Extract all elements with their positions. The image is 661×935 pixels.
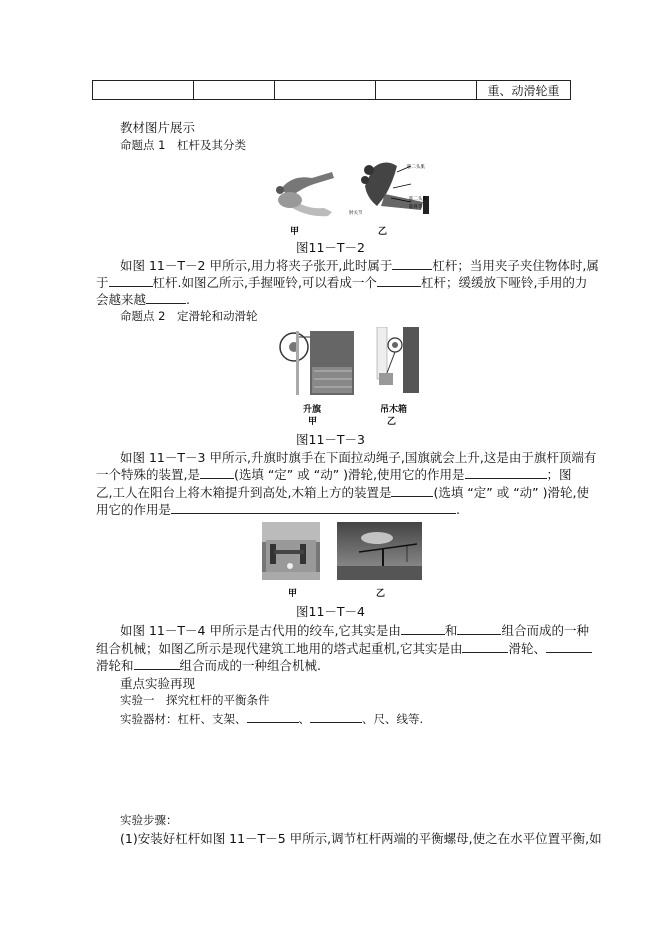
text: 如图 11－T－2 甲所示,用力将夹子张开,此时属于 xyxy=(120,258,393,273)
text: 和 xyxy=(444,623,458,638)
answer-blank[interactable] xyxy=(401,622,445,635)
text: ；图 xyxy=(546,467,572,482)
paragraph-line xyxy=(96,656,321,674)
text: 会越来越 xyxy=(96,292,147,307)
text: 杠杆；缓缓放下哑铃,手用的力 xyxy=(420,275,588,290)
equipment-line xyxy=(120,710,423,727)
paragraph-line xyxy=(120,256,599,274)
text: 如图 11－T－4 甲所示是古代用的绞车,它其实是由 xyxy=(120,623,401,638)
answer-blank[interactable] xyxy=(392,257,432,270)
table-cell: 重、动滑轮重 xyxy=(477,81,571,100)
text: 一个特殊的装置,是 xyxy=(96,467,200,482)
flag-raising-photo xyxy=(274,327,354,399)
text: . xyxy=(186,292,190,307)
paragraph-line xyxy=(96,639,592,657)
figure-label: 甲 xyxy=(288,589,298,599)
steps-heading: 实验步骤： xyxy=(120,813,178,827)
top-table xyxy=(92,80,571,100)
answer-blank[interactable] xyxy=(391,484,433,497)
text: 杠杆.如图乙所示,手握哑铃,可以看成一个 xyxy=(152,275,377,290)
paragraph-line xyxy=(96,465,572,483)
answer-blank[interactable] xyxy=(457,622,501,635)
table-cell xyxy=(376,81,477,100)
clip-photo xyxy=(262,160,336,220)
tower-crane-photo xyxy=(337,522,422,580)
figure-label: 甲 xyxy=(308,417,318,427)
text: 滑轮、 xyxy=(508,641,546,656)
text: 、 xyxy=(298,712,310,726)
step-line: (1)安装好杠杆如图 11－T－5 甲所示,调节杠杆两端的平衡螺母,使之在水平位置平衡,如 xyxy=(120,831,602,846)
answer-blank[interactable] xyxy=(462,640,508,653)
figure-label: 乙 xyxy=(387,417,397,427)
answer-blank[interactable] xyxy=(134,657,180,670)
figure-caption: 图11－T－2 xyxy=(296,240,365,255)
answer-blank[interactable] xyxy=(171,501,456,514)
answer-blank[interactable] xyxy=(146,291,186,304)
text: 组合而成的一种 xyxy=(501,623,589,638)
text: 组合机械；如图乙所示是现代建筑工地用的塔式起重机,它其实是由 xyxy=(96,641,463,656)
answer-blank[interactable] xyxy=(546,640,592,653)
topic-heading: 命题点 2 定滑轮和动滑轮 xyxy=(120,309,258,323)
figure-label: 升旗 xyxy=(303,405,322,415)
text: 用它的作用是 xyxy=(96,502,172,517)
answer-blank[interactable] xyxy=(247,710,299,723)
text: 实验器材：杠杆、支架、 xyxy=(120,712,247,726)
table-cell xyxy=(275,81,376,100)
paragraph-line xyxy=(96,500,460,518)
answer-blank[interactable] xyxy=(200,466,234,479)
text: (选填 “定” 或 “动” )滑轮,使 xyxy=(433,485,589,500)
topic-heading: 命题点 1 杠杆及其分类 xyxy=(120,138,246,152)
answer-blank[interactable] xyxy=(465,466,547,479)
text: 于 xyxy=(96,275,109,290)
svg-text:肱二头肌: 肱二头肌 xyxy=(407,165,425,170)
figure-label: 甲 xyxy=(290,227,300,237)
answer-blank[interactable] xyxy=(377,274,421,287)
svg-text:肱骨等: 肱骨等 xyxy=(409,205,423,210)
winch-photo xyxy=(262,522,320,580)
table-cell xyxy=(194,81,275,100)
paragraph-line: 如图 11－T－3 甲所示,升旗时旗手在下面拉动绳子,国旗就会上升,这是由于旗杆顶端有 xyxy=(120,450,597,465)
text: 滑轮和 xyxy=(96,658,134,673)
text: . xyxy=(456,502,460,517)
figure-label: 乙 xyxy=(376,589,386,599)
paragraph-line xyxy=(96,483,589,501)
text: 杠杆；当用夹子夹住物体时,属 xyxy=(432,258,599,273)
figure-caption: 图11－T－4 xyxy=(296,604,365,619)
figure-label: 吊木箱 xyxy=(380,405,408,415)
svg-text:肘关节: 肘关节 xyxy=(349,211,363,216)
experiment-heading: 实验一 探究杠杆的平衡条件 xyxy=(120,693,270,707)
text: 组合而成的一种组合机械. xyxy=(179,658,321,673)
figure-label: 乙 xyxy=(378,227,388,237)
paragraph-line xyxy=(96,290,190,308)
arm-diagram xyxy=(345,158,437,222)
text: 乙,工人在阳台上将木箱提升到高处,木箱上方的装置是 xyxy=(96,485,392,500)
section-heading: 教材图片展示 xyxy=(120,120,196,135)
section-heading: 重点实验再现 xyxy=(120,676,196,691)
paragraph-line xyxy=(120,621,589,639)
text: 、尺、线等. xyxy=(362,712,424,726)
svg-text:肱二头肌: 肱二头肌 xyxy=(409,197,427,202)
table-cell xyxy=(93,81,194,100)
answer-blank[interactable] xyxy=(109,274,153,287)
answer-blank[interactable] xyxy=(310,710,362,723)
box-lifting-photo xyxy=(373,327,419,399)
text: (选填 “定” 或 “动” )滑轮,使用它的作用是 xyxy=(233,467,465,482)
figure-caption: 图11－T－3 xyxy=(296,432,365,447)
paragraph-line xyxy=(96,273,587,291)
